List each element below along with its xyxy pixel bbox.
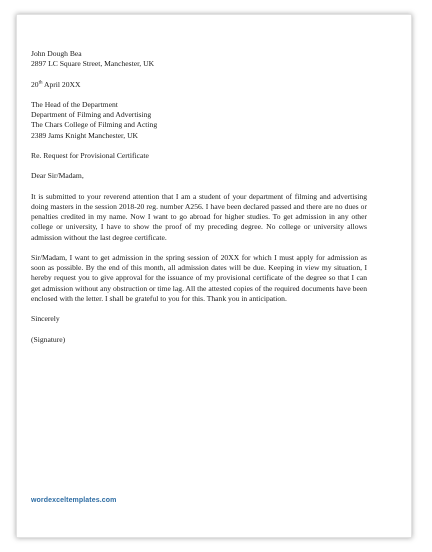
letter-signature: (Signature) [31, 334, 66, 344]
recipient-line-2: Department of Filming and Advertising [31, 110, 152, 120]
letter-salutation: Dear Sir/Madam, [31, 171, 84, 181]
recipient-block [31, 100, 367, 141]
date-suffix: th [38, 80, 43, 86]
recipient-line-4: 2389 Jams Knight Manchester, UK [31, 130, 139, 140]
recipient-line-1: The Head of the Department [31, 99, 118, 109]
letter-body [31, 49, 367, 355]
sender-name: John Dough Bea [31, 49, 82, 58]
letter-paragraph-1: It is submitted to your reverend attention that I am a student of your department of filming and advertising doing masters in the session 2018-20 reg. number A256. I have been declared passed and there are no dues or penalties credited in my name. Now I want to go abroad for higher studies. To get admission in any other college or university, I have to show the proof of my preceding degree. No college or university allows admission without the last degree certificate. [31, 191, 367, 242]
website-link[interactable]: wordexceltemplates.com [31, 497, 117, 504]
date-day: 20 [31, 79, 39, 89]
letter-closing: Sincerely [31, 314, 60, 324]
recipient-line-3: The Chars College of Filming and Acting [31, 120, 158, 130]
date-rest: April 20XX [42, 79, 81, 89]
sender-address: 2897 LC Square Street, Manchester, UK [31, 59, 155, 69]
letter-paragraph-2: Sir/Madam, I want to get admission in the spring session of 20XX for which I must apply for admission as soon as possible. By the end of this month, all admission dates will be due. Keeping in view my situation, I hereby request you to give approval for the issuance of my provisional certificate of the degree so that I can get admission without any obstruction or time lag. All the attested copies of the required documents have been enclosed with the letter. I shall be grateful to you for this. Thank you in anticipation. [31, 252, 367, 303]
letter-date [31, 80, 367, 90]
letter-subject: Re. Request for Provisional Certificate [31, 150, 149, 160]
sender-block [31, 49, 367, 69]
